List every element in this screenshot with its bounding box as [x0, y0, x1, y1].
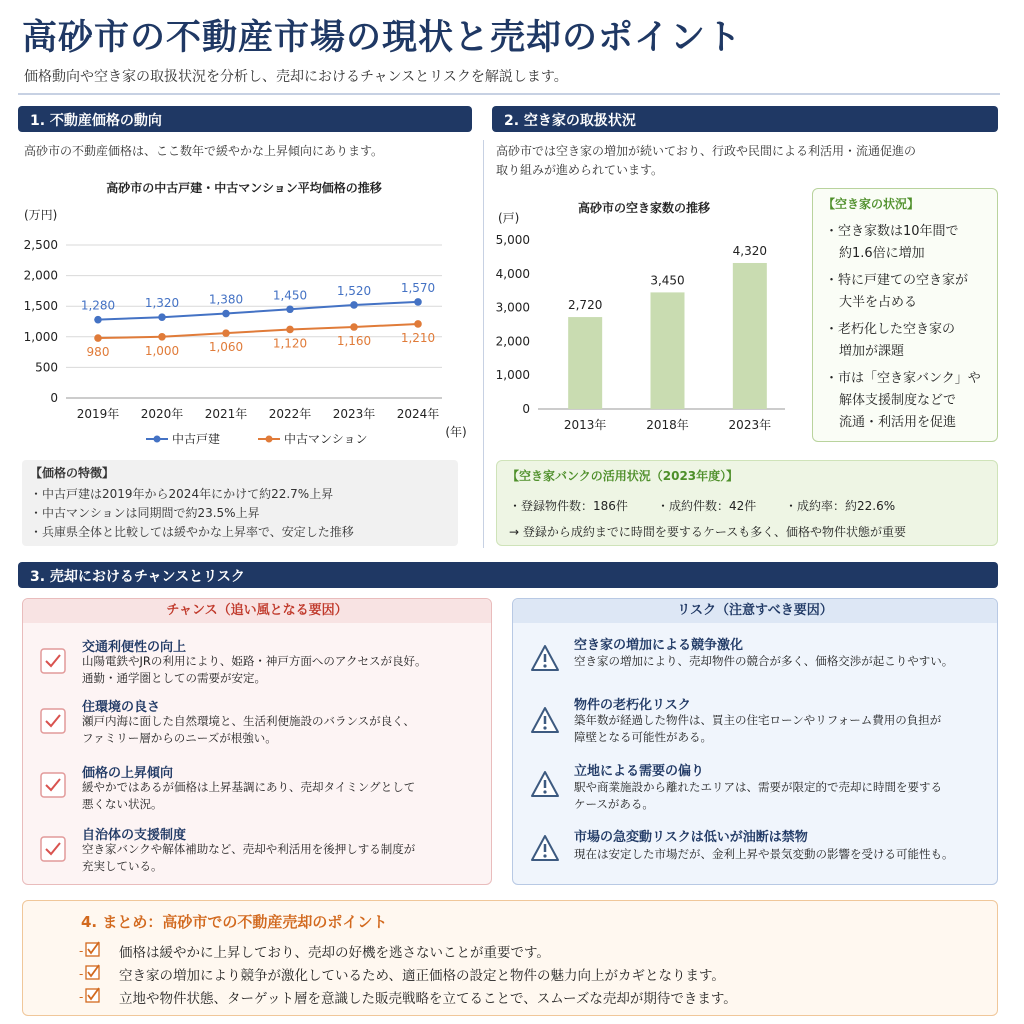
- price-chart-legend: [146, 431, 367, 446]
- price-feature-2: ・中古マンションは同期間で約23.5%上昇: [30, 506, 260, 520]
- risk-3-title: 立地による需要の偏り: [574, 764, 705, 779]
- y-tick-label: 0: [522, 402, 530, 416]
- chance-check-icon: [40, 648, 66, 678]
- data-point: [158, 313, 166, 321]
- bar-value-label: 2,720: [567, 298, 603, 313]
- bank-stat-rate: ・成約率：約22.6%: [785, 499, 896, 513]
- bank-stat-registered: ・登録物件数：186件: [509, 499, 628, 513]
- x-tick-label: 2023年: [728, 418, 772, 432]
- y-tick-label: 2,500: [23, 238, 58, 252]
- chance-2-text-1: 瀬戸内海に面した自然環境と、生活利便施設のバランスが良く、: [82, 714, 415, 728]
- risk-1-text-1: 空き家の増加により、売却物件の競合が多く、価格交渉が起こりやすい。: [574, 654, 954, 668]
- section-1-intro: 高砂市の不動産価格は、ここ数年で緩やかな上昇傾向にあります。: [24, 144, 384, 158]
- section-1-heading: 1. 不動産価格の動向: [18, 106, 472, 132]
- data-label: 980: [86, 345, 110, 360]
- chance-check-icon: [40, 836, 66, 866]
- chance-3-title: 価格の上昇傾向: [82, 766, 174, 781]
- data-point: [350, 323, 358, 331]
- svg-text:-: -: [79, 967, 84, 981]
- data-point: [286, 326, 294, 334]
- data-label: 1,210: [400, 330, 436, 345]
- summary-check-icon: [79, 941, 101, 963]
- data-label: 1,120: [272, 336, 308, 351]
- summary-box: [22, 900, 998, 1016]
- data-label: 1,320: [144, 296, 180, 311]
- chance-1-text-2: 通勤・通学圏としての需要が安定。: [82, 671, 266, 685]
- price-feature-3: ・兵庫県全体と比較しては緩やかな上昇率で、安定した推移: [30, 525, 354, 539]
- price-feature-1: ・中古戸建は2019年から2024年にかけて約22.7%上昇: [30, 487, 334, 501]
- data-point: [286, 305, 294, 313]
- summary-check-icon: [79, 964, 101, 986]
- y-tick-label: 1,500: [23, 299, 58, 314]
- data-label: 1,380: [208, 292, 244, 307]
- y-tick-label: 3,000: [495, 300, 530, 315]
- y-tick-label: 4,000: [495, 266, 530, 281]
- status-item-4: ・市は「空き家バンク」や 解体支援制度などで 流通・利活用を促進: [825, 371, 981, 430]
- price-features-box: [22, 460, 458, 546]
- data-point: [94, 316, 102, 324]
- summary-point-1: 価格は緩やかに上昇しており、売却の好機を逃さないことが重要です。: [119, 945, 550, 961]
- bar: [568, 317, 602, 409]
- data-point: [350, 301, 358, 309]
- data-label: 1,000: [144, 343, 180, 358]
- bank-stat-contracts: ・成約件数：42件: [657, 499, 757, 513]
- vacancy-bank-box: [496, 460, 998, 546]
- data-point: [414, 320, 422, 328]
- svg-text:-: -: [79, 944, 84, 958]
- risk-3-text-2: ケースがある。: [574, 797, 654, 811]
- column-divider: [483, 140, 484, 548]
- section-2-intro-line-2: 取り組みが進められています。: [496, 163, 664, 177]
- vacancy-status-list: [825, 221, 981, 434]
- data-point: [222, 310, 230, 318]
- legend-series-2: 中古マンション: [284, 432, 368, 446]
- data-label: 1,520: [336, 283, 372, 298]
- chance-3-text-2: 悪くない状況。: [82, 797, 163, 811]
- chance-2-title: 住環境の良さ: [82, 700, 161, 715]
- x-tick-label: 2021年: [204, 407, 248, 421]
- chance-1-title: 交通利便性の向上: [82, 640, 187, 655]
- page-subtitle: 価格動向や空き家の取扱状況を分析し、売却におけるチャンスとリスクを解説します。: [24, 69, 568, 85]
- chance-4-title: 自治体の支援制度: [82, 828, 187, 843]
- data-point: [158, 333, 166, 341]
- section-3-heading: 3. 売却におけるチャンスとリスク: [18, 562, 998, 588]
- vacancy-bank-title: 【空き家バンクの活用状況（2023年度）】: [507, 469, 739, 483]
- x-tick-label: 2024年: [396, 407, 440, 421]
- section-2-heading: 2. 空き家の取扱状況: [492, 106, 998, 132]
- bank-note: → 登録から成約までに時間を要するケースも多く、価格や物件状態が重要: [509, 525, 907, 539]
- data-point: [94, 334, 102, 342]
- vacancy-status-title: 【空き家の状況】: [823, 197, 920, 211]
- data-label: 1,280: [80, 298, 116, 313]
- x-tick-label: 2020年: [140, 407, 184, 421]
- svg-text:-: -: [79, 990, 84, 1004]
- bar: [733, 263, 767, 409]
- status-item-1: ・空き家数は10年間で 約1.6倍に増加: [825, 224, 959, 261]
- y-tick-label: 2,000: [495, 334, 530, 349]
- vacancy-chart-ylabel: (戸): [498, 211, 520, 225]
- x-tick-label: 2013年: [563, 418, 607, 432]
- chance-4-text-2: 充実している。: [82, 859, 163, 873]
- warning-icon: [530, 706, 560, 738]
- data-point: [414, 298, 422, 306]
- warning-icon: [530, 770, 560, 802]
- y-tick-label: 5,000: [495, 233, 530, 247]
- vacancy-status-box: [812, 188, 998, 442]
- data-label: 1,060: [208, 340, 244, 355]
- chance-1-text-1: 山陽電鉄やJRの利用により、姫路・神戸方面へのアクセスが良好。: [82, 654, 427, 668]
- warning-icon: [530, 644, 560, 676]
- price-chart-title: 高砂市の中古戸建・中古マンション平均価格の推移: [106, 181, 382, 195]
- x-tick-label: 2022年: [268, 407, 312, 421]
- risk-2-title: 物件の老朽化リスク: [574, 698, 691, 713]
- price-chart-ylabel: (万円): [24, 208, 58, 222]
- y-tick-label: 500: [35, 360, 58, 375]
- risk-2-text-1: 築年数が経過した物件は、買主の住宅ローンやリフォーム費用の負担が: [574, 713, 942, 727]
- chance-check-icon: [40, 772, 66, 802]
- risk-4-text-1: 現在は安定した市場だが、金利上昇や景気変動の影響を受ける可能性も。: [574, 847, 954, 861]
- status-item-2: ・特に戸建ての空き家が 大半を占める: [825, 273, 969, 310]
- bar-value-label: 4,320: [732, 243, 768, 258]
- summary-point-3: 立地や物件状態、ターゲット層を意識した販売戦略を立てることで、スムーズな売却が期待できます。: [119, 991, 737, 1007]
- vacancy-chart-title: 高砂市の空き家数の推移: [577, 201, 711, 215]
- legend-series-1: 中古戸建: [172, 432, 221, 446]
- chance-title: チャンス（追い風となる要因）: [23, 599, 491, 623]
- risk-4-title: 市場の急変動リスクは低いが油断は禁物: [574, 830, 808, 845]
- risk-1-title: 空き家の増加による競争激化: [574, 638, 744, 653]
- warning-icon: [530, 834, 560, 866]
- chance-check-icon: [40, 708, 66, 738]
- y-tick-label: 1,000: [495, 368, 530, 383]
- y-tick-label: 1,000: [23, 329, 58, 344]
- section-2-intro-line-1: 高砂市では空き家の増加が続いており、行政や民間による利活用・流通促進の: [496, 144, 917, 158]
- summary-point-2: 空き家の増加により競争が激化しているため、適正価格の設定と物件の魅力向上がカギとなります。: [119, 968, 725, 984]
- data-label: 1,570: [400, 280, 436, 295]
- price-line-chart: [18, 178, 478, 453]
- price-features-title: 【価格の特徴】: [30, 466, 115, 480]
- y-tick-label: 2,000: [23, 268, 58, 283]
- status-item-3: ・老朽化した空き家の 増加が課題: [825, 322, 956, 359]
- risk-3-text-1: 駅や商業施設から離れたエリアは、需要が限定的で売却に時間を要する: [574, 780, 942, 794]
- y-tick-label: 0: [50, 391, 58, 405]
- bar: [651, 292, 685, 409]
- x-tick-label: 2018年: [646, 418, 689, 432]
- vacancy-bar-chart: [490, 196, 800, 441]
- x-tick-label: 2019年: [76, 407, 120, 421]
- header-divider: [18, 93, 1000, 95]
- price-chart-xlabel: (年): [445, 425, 467, 439]
- data-point: [222, 329, 230, 337]
- x-tick-label: 2023年: [332, 407, 376, 421]
- bar-value-label: 3,450: [650, 273, 685, 288]
- data-label: 1,450: [272, 288, 308, 303]
- chance-3-text-1: 緩やかではあるが価格は上昇基調にあり、売却タイミングとして: [82, 780, 416, 794]
- data-label: 1,160: [336, 334, 372, 349]
- chance-4-text-1: 空き家バンクや解体補助など、売却や利活用を後押しする制度が: [82, 842, 416, 856]
- chance-2-text-2: ファミリー層からのニーズが根強い。: [82, 731, 277, 745]
- risk-2-text-2: 障壁となる可能性がある。: [574, 730, 712, 744]
- summary-title: 4. まとめ：高砂市での不動産売却のポイント: [81, 913, 388, 931]
- summary-check-icon: [79, 987, 101, 1009]
- page-title: 高砂市の不動産市場の現状と売却のポイント: [22, 18, 743, 58]
- risk-title: リスク（注意すべき要因）: [513, 599, 997, 623]
